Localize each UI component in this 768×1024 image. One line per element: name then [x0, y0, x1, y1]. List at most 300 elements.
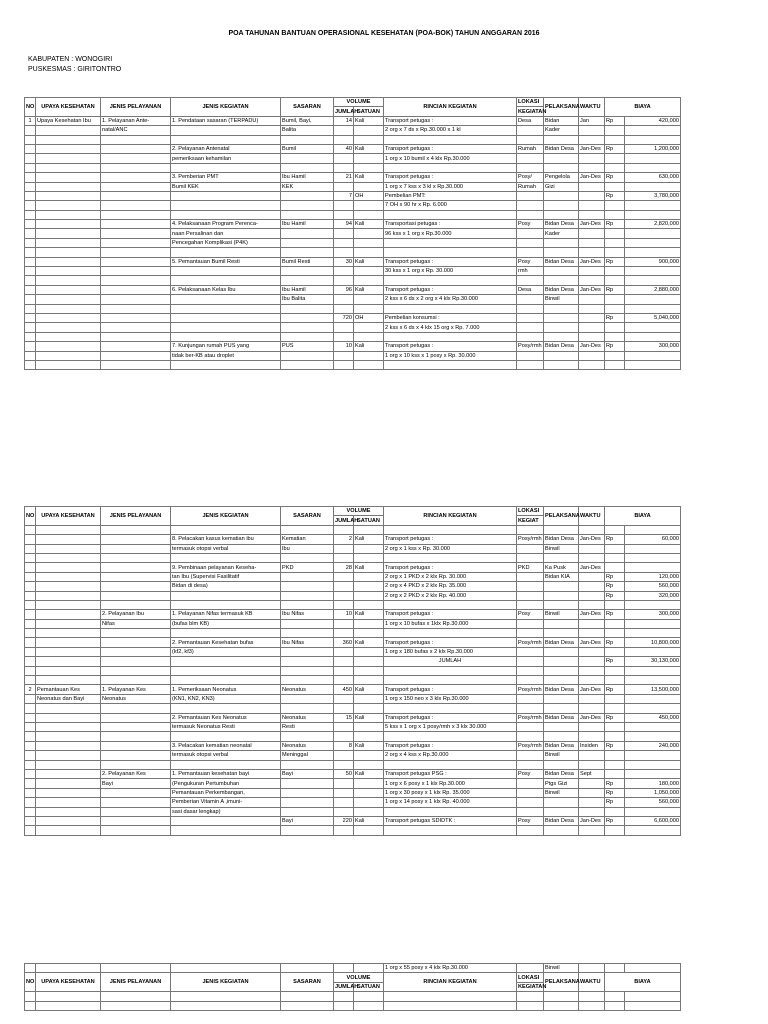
table-cell: [25, 332, 36, 341]
table-cell: [517, 360, 544, 369]
table-cell: [544, 629, 579, 638]
table-cell: [605, 229, 625, 238]
table-cell: Pembelian konsumsi :: [384, 313, 517, 322]
table-cell: Rp: [605, 798, 625, 807]
table-cell: [334, 779, 354, 788]
table-cell: [334, 629, 354, 638]
table-cell: [384, 248, 517, 257]
table-cell: Ptgs Gizi: [544, 779, 579, 788]
table-row: [25, 769, 681, 778]
table-cell: [101, 201, 171, 210]
table-cell: [36, 619, 101, 628]
table-row: [25, 798, 681, 807]
table-cell: [334, 544, 354, 553]
table-cell: 21: [334, 173, 354, 182]
table-cell: [101, 332, 171, 341]
table-cell: [517, 1001, 544, 1010]
table-cell: [101, 964, 171, 973]
table-cell: [625, 135, 681, 144]
table-cell: [25, 173, 36, 182]
table-cell: [517, 694, 544, 703]
table-cell: [25, 647, 36, 656]
table-cell: 96: [334, 285, 354, 294]
table-cell: JUMLAH: [384, 657, 517, 666]
table-cell: 14: [334, 116, 354, 125]
table-cell: [36, 257, 101, 266]
table-cell: Desa: [517, 116, 544, 125]
table-cell: [579, 657, 605, 666]
table-cell: 1,200,000: [625, 144, 681, 153]
table-cell: [281, 666, 334, 675]
table-cell: [605, 304, 625, 313]
table-cell: 2. Pelayanan Kes: [101, 769, 171, 778]
table-cell: Rp: [605, 257, 625, 266]
table-cell: [281, 992, 334, 1001]
table-cell: 2: [334, 535, 354, 544]
table-cell: [384, 600, 517, 609]
table-cell: 320,000: [625, 591, 681, 600]
table-cell: [579, 676, 605, 685]
table-cell: Bumil Resti: [281, 257, 334, 266]
table-cell: [605, 544, 625, 553]
table-cell: [517, 798, 544, 807]
table-cell: 30,130,000: [625, 657, 681, 666]
table-cell: [101, 553, 171, 562]
table-cell: [544, 313, 579, 322]
table-cell: [605, 619, 625, 628]
table-cell: 1 org x 10 bumil x 4 klx Rp.30.000: [384, 154, 517, 163]
table-cell: [625, 563, 681, 572]
table-row: [25, 666, 681, 675]
table-cell: [101, 313, 171, 322]
table-cell: [101, 304, 171, 313]
table-cell: [281, 525, 334, 534]
table-cell: [544, 992, 579, 1001]
table-cell: [171, 591, 281, 600]
table-cell: [625, 629, 681, 638]
table-cell: [605, 992, 625, 1001]
table-cell: 3,780,000: [625, 191, 681, 200]
table-cell: [36, 563, 101, 572]
table-cell: [544, 657, 579, 666]
table-cell: 13,500,000: [625, 685, 681, 694]
table-cell: Rp: [605, 657, 625, 666]
table-cell: [517, 248, 544, 257]
table-cell: [25, 629, 36, 638]
table-cell: [579, 238, 605, 247]
table-cell: [281, 360, 334, 369]
column-header-lokasi-sub: KEGIATAN: [518, 983, 547, 990]
table-cell: Neonatus dan Bayi: [36, 694, 101, 703]
table-cell: [281, 313, 334, 322]
table-cell: Rumah: [517, 144, 544, 153]
table-cell: [36, 666, 101, 675]
table-cell: [354, 126, 384, 135]
table-cell: [605, 135, 625, 144]
table-cell: [334, 525, 354, 534]
table-row: [25, 760, 681, 769]
table-cell: [517, 779, 544, 788]
table-row: [25, 182, 681, 191]
table-cell: [36, 154, 101, 163]
table-cell: [334, 704, 354, 713]
table-cell: [605, 676, 625, 685]
header-row: [25, 98, 681, 107]
table-cell: [171, 1001, 281, 1010]
table-cell: [281, 267, 334, 276]
table-cell: [101, 638, 171, 647]
table-cell: [605, 553, 625, 562]
table-cell: [25, 525, 36, 534]
table-cell: [36, 135, 101, 144]
table-cell: [579, 553, 605, 562]
table-cell: Transport petugas :: [384, 713, 517, 722]
table-cell: Jan-Des: [579, 685, 605, 694]
table-cell: [354, 332, 384, 341]
table-cell: [101, 285, 171, 294]
table-cell: 5,040,000: [625, 313, 681, 322]
table-row: [25, 210, 681, 219]
column-header-lokasi: LOKASI: [517, 973, 544, 982]
table-cell: [25, 741, 36, 750]
table-cell: [625, 694, 681, 703]
table-cell: [517, 332, 544, 341]
table-cell: Rp: [605, 144, 625, 153]
table-cell: [517, 647, 544, 656]
table-row: [25, 732, 681, 741]
table-row: [25, 685, 681, 694]
table-cell: [36, 553, 101, 562]
table-cell: [36, 638, 101, 647]
table-cell: [36, 173, 101, 182]
table-cell: [517, 544, 544, 553]
table-cell: Rp: [605, 788, 625, 797]
table-cell: [384, 553, 517, 562]
table-cell: 8. Pelacakan kasus kematian ibu: [171, 535, 281, 544]
table-cell: [334, 126, 354, 135]
table-cell: Pemantauan Kes: [36, 685, 101, 694]
table-cell: [544, 304, 579, 313]
table-cell: [334, 732, 354, 741]
table-cell: [354, 666, 384, 675]
table-cell: termasuk otopsi verbal: [171, 544, 281, 553]
table-row: [25, 126, 681, 135]
table-cell: [334, 666, 354, 675]
table-cell: [579, 276, 605, 285]
table-cell: [354, 163, 384, 172]
table-cell: [281, 229, 334, 238]
column-header-pelaksana: PELAKSANA: [544, 507, 579, 526]
table-cell: [625, 304, 681, 313]
table-cell: [544, 676, 579, 685]
table-cell: [334, 657, 354, 666]
table-cell: [281, 629, 334, 638]
table-cell: PKD: [517, 563, 544, 572]
table-cell: [334, 722, 354, 731]
table-cell: [517, 351, 544, 360]
table-cell: [605, 826, 625, 835]
column-header-jenis-pelayanan: JENIS PELAYANAN: [101, 507, 171, 526]
table-cell: [25, 182, 36, 191]
table-cell: [384, 210, 517, 219]
table-cell: [281, 704, 334, 713]
table-cell: [517, 676, 544, 685]
table-cell: [517, 304, 544, 313]
table-cell: [544, 826, 579, 835]
table-cell: [36, 1001, 101, 1010]
table-cell: Posy/rmh: [518, 639, 542, 646]
table-cell: [517, 704, 544, 713]
column-header-biaya: BIAYA: [605, 507, 681, 526]
table-cell: [517, 992, 544, 1001]
table-cell: Rp: [605, 638, 625, 647]
table-cell: [544, 276, 579, 285]
column-header-no: NO: [25, 98, 36, 117]
table-row: [25, 647, 681, 656]
table-cell: [579, 992, 605, 1001]
table-cell: 1 org x 7 kss x 3 kl x Rp.30.000: [384, 182, 517, 191]
table-cell: 7. Kunjungan rumah PUS yang: [171, 342, 281, 351]
table-cell: [544, 267, 579, 276]
table-cell: Bidan Desa: [544, 713, 579, 722]
table-cell: [354, 722, 384, 731]
table-cell: [25, 610, 36, 619]
table-cell: [36, 629, 101, 638]
table-row: [25, 779, 681, 788]
table-cell: Kali: [354, 535, 384, 544]
table-cell: Pemberian Vitamin A ,imuni-: [171, 798, 281, 807]
table-cell: Posy: [517, 220, 544, 229]
table-cell: [36, 807, 101, 816]
table-cell: Bayi: [281, 769, 334, 778]
table-cell: [354, 751, 384, 760]
table-cell: [384, 807, 517, 816]
table-row: [25, 220, 681, 229]
table-cell: [334, 591, 354, 600]
table-cell: [354, 210, 384, 219]
table-row: [25, 788, 681, 797]
table-cell: Transport petugas :: [384, 173, 517, 182]
table-row: [25, 163, 681, 172]
table-cell: [579, 826, 605, 835]
table-cell: [36, 313, 101, 322]
table-cell: Pembelian PMT:: [384, 191, 517, 200]
table-cell: [101, 173, 171, 182]
table-cell: [579, 807, 605, 816]
table-cell: [354, 591, 384, 600]
table-cell: [101, 741, 171, 750]
table-cell: Rp: [605, 685, 625, 694]
table-cell: Bidan Desa: [544, 257, 579, 266]
table-cell: (kf2, kf3): [171, 647, 281, 656]
table-cell: [517, 295, 544, 304]
table-cell: Rp: [605, 220, 625, 229]
table-cell: [579, 323, 605, 332]
table-cell: [544, 600, 579, 609]
table-cell: [517, 751, 544, 760]
table-cell: [281, 798, 334, 807]
table-cell: 1. Pemantauan kesehatan bayi: [171, 769, 281, 778]
table-cell: [354, 553, 384, 562]
table-cell: 3. Pelacakan kematian neonatal: [171, 741, 281, 750]
column-header-satuan: SATUAN: [354, 516, 384, 525]
table-cell: 94: [334, 220, 354, 229]
table-cell: 10: [334, 610, 354, 619]
table-cell: Rp: [605, 591, 625, 600]
table-cell: 4. Pelaksanaan Program Perenca-: [171, 220, 281, 229]
table-cell: [101, 563, 171, 572]
table-cell: [579, 600, 605, 609]
header-row: [25, 973, 681, 982]
table-cell: [384, 732, 517, 741]
table-cell: [625, 769, 681, 778]
column-header-jumlah: JUMLAH: [335, 517, 359, 524]
table-cell: Binwil: [544, 295, 579, 304]
table-cell: [36, 769, 101, 778]
table-cell: Binwil: [544, 964, 579, 973]
table-cell: [281, 135, 334, 144]
table-cell: 2 kss x 6 ds x 2 org x 4 klx Rp.30.000: [384, 295, 517, 304]
table-cell: 1. Pelayanan Ante-: [101, 116, 171, 125]
table-cell: Bumil: [281, 144, 334, 153]
table-cell: [517, 629, 544, 638]
table-cell: [334, 210, 354, 219]
table-cell: Rp: [605, 713, 625, 722]
table-cell: [25, 238, 36, 247]
table-cell: [281, 351, 334, 360]
table-cell: [334, 600, 354, 609]
table-cell: 10: [334, 342, 354, 351]
table-cell: Binwil: [544, 544, 579, 553]
table-cell: Transport petugas :: [384, 563, 517, 572]
table-cell: [625, 154, 681, 163]
table-cell: [25, 704, 36, 713]
table-cell: [354, 704, 384, 713]
table-cell: [25, 798, 36, 807]
table-cell: Jan-Des: [579, 285, 605, 294]
table-cell: [579, 360, 605, 369]
table-cell: Jan-Des: [579, 535, 605, 544]
table-cell: [625, 360, 681, 369]
table-cell: Rp: [605, 572, 625, 581]
table-cell: [544, 323, 579, 332]
table-cell: [281, 1001, 334, 1010]
table-cell: [334, 135, 354, 144]
table-cell: [517, 666, 544, 675]
table-cell: [25, 144, 36, 153]
table-cell: 900,000: [625, 257, 681, 266]
table-cell: Jan-Des: [579, 638, 605, 647]
table-cell: 9. Pembinaan pelayanan Keseha-: [171, 563, 281, 572]
table-cell: Desa: [517, 285, 544, 294]
table-cell: [605, 769, 625, 778]
table-cell: [171, 553, 281, 562]
table-cell: [354, 600, 384, 609]
table-cell: [101, 535, 171, 544]
table-cell: [36, 304, 101, 313]
table-row: [25, 964, 681, 973]
table-row: [25, 572, 681, 581]
table-cell: [354, 694, 384, 703]
table-cell: Neonatus: [281, 713, 334, 722]
table-cell: [625, 600, 681, 609]
table-cell: [517, 572, 544, 581]
table-cell: [25, 342, 36, 351]
table-cell: Rp: [605, 191, 625, 200]
table-cell: Bidan Desa: [544, 535, 579, 544]
table-row: [25, 992, 681, 1001]
table-cell: 180,000: [625, 779, 681, 788]
table-cell: 2 kss x 6 ds x 4 klx 15 org x Rp. 7.000: [384, 323, 517, 332]
table-cell: [101, 751, 171, 760]
table-cell: [579, 647, 605, 656]
table-cell: Jan-Des: [579, 342, 605, 351]
table-cell: 30: [334, 257, 354, 266]
table-cell: Jan: [579, 116, 605, 125]
table-cell: [605, 248, 625, 257]
table-cell: [334, 619, 354, 628]
table-cell: [36, 741, 101, 750]
table-cell: Transport petugas :: [384, 685, 517, 694]
table-cell: [544, 591, 579, 600]
table-cell: [25, 619, 36, 628]
table-cell: [625, 1001, 681, 1010]
table-cell: [25, 779, 36, 788]
table-cell: [384, 704, 517, 713]
table-cell: Rumah: [517, 182, 544, 191]
table-cell: Binwil: [544, 788, 579, 797]
table-cell: [354, 295, 384, 304]
table-cell: [605, 267, 625, 276]
table-cell: [625, 210, 681, 219]
table-cell: [36, 760, 101, 769]
table-cell: Transport petugas :: [384, 342, 517, 351]
table-cell: [281, 619, 334, 628]
column-header-satuan: SATUAN: [354, 107, 384, 116]
column-header-no: NO: [25, 507, 36, 526]
table-cell: [101, 210, 171, 219]
table-cell: Kali: [354, 173, 384, 182]
table-cell: Rp: [605, 610, 625, 619]
puskesmas-label: PUSKESMAS : GIRITONTRO: [28, 66, 122, 73]
table-cell: [101, 144, 171, 153]
table-cell: [101, 220, 171, 229]
table-row: [25, 600, 681, 609]
table-row: [25, 257, 681, 266]
table-cell: 450: [334, 685, 354, 694]
table-cell: 2,880,000: [625, 285, 681, 294]
table-cell: Kali: [354, 638, 384, 647]
table-cell: Bidan Desa: [544, 285, 579, 294]
table-cell: [625, 751, 681, 760]
table-cell: 2. Pemantauan Kesehatan bufas: [171, 638, 281, 647]
table-cell: [281, 154, 334, 163]
table-cell: [384, 676, 517, 685]
table-cell: [579, 1001, 605, 1010]
table-cell: [25, 351, 36, 360]
table-cell: Kali: [354, 563, 384, 572]
table-cell: [25, 360, 36, 369]
table-cell: [625, 732, 681, 741]
table-cell: [625, 201, 681, 210]
table-cell: [101, 238, 171, 247]
table-cell: [544, 210, 579, 219]
table-cell: [334, 295, 354, 304]
table-cell: pemeriksaan kehamilan: [171, 154, 281, 163]
table-cell: Ibu: [281, 544, 334, 553]
table-cell: [544, 553, 579, 562]
table-cell: [544, 163, 579, 172]
